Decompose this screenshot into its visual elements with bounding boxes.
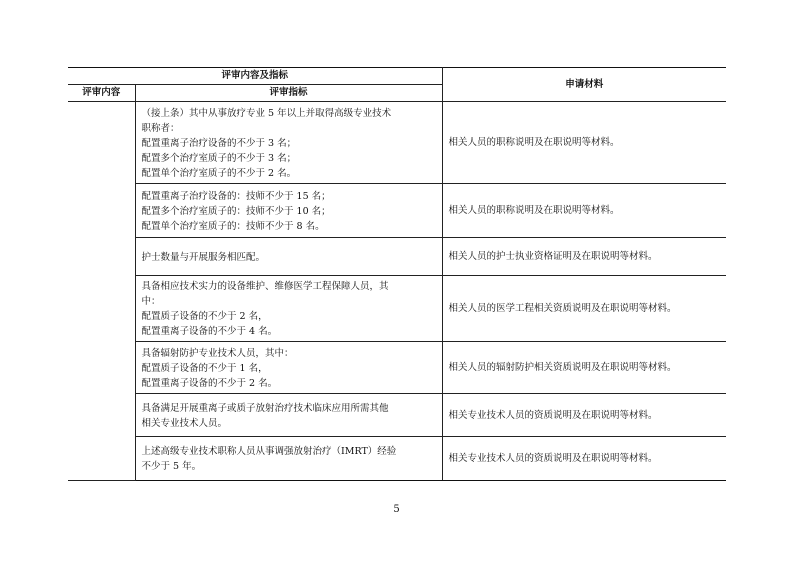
indicator-line: 职称者： bbox=[141, 122, 180, 134]
indicator-line: 配置重离子治疗设备的：技师不少于 15 名； bbox=[141, 190, 331, 202]
header-row-1 bbox=[68, 68, 726, 85]
indicator-line: 具备相应技术实力的设备维护、维修医学工程保障人员，其 bbox=[141, 281, 389, 292]
indicator-header: 评审指标 bbox=[135, 85, 442, 102]
indicator-cell bbox=[135, 394, 442, 437]
table-body bbox=[68, 102, 726, 481]
indicator-line: 配置单个治疗室质子的：技师不少于 8 名。 bbox=[141, 220, 325, 232]
page-number: 5 bbox=[393, 504, 400, 515]
indicator-line: 配置重离子设备的不少于 4 名。 bbox=[141, 326, 278, 337]
table-row bbox=[68, 276, 726, 342]
material-cell: 相关人员的职称说明及在职说明等材料。 bbox=[442, 102, 726, 184]
table-row bbox=[68, 394, 726, 437]
indicator-line: 不少于 5 年。 bbox=[141, 461, 202, 472]
indicator-line: 相关专业技术人员。 bbox=[141, 417, 228, 429]
table-row bbox=[68, 102, 726, 184]
indicator-line: 护士数量与开展服务相匹配。 bbox=[141, 251, 266, 263]
material-cell: 相关人员的护士执业资格证明及在职说明等材料。 bbox=[442, 238, 726, 276]
indicator-line: 配置多个治疗室质子的：技师不少于 10 名； bbox=[141, 205, 331, 217]
indicator-cell bbox=[135, 102, 442, 184]
material-cell: 相关人员的辐射防护相关资质说明及在职说明等材料。 bbox=[442, 342, 726, 394]
indicator-cell bbox=[135, 342, 442, 394]
indicator-line: 具备满足开展重离子或质子放射治疗技术临床应用所需其他 bbox=[141, 402, 389, 414]
indicator-line: 上述高级专业技术职称人员从事调强放射治疗（IMRT）经验 bbox=[141, 446, 397, 457]
table-row bbox=[68, 238, 726, 276]
material-header: 申请材料 bbox=[442, 68, 726, 102]
indicator-cell bbox=[135, 184, 442, 238]
indicator-line: 具备辐射防护专业技术人员，其中： bbox=[141, 347, 294, 359]
criteria-table bbox=[68, 67, 726, 481]
indicator-line: （接上条）其中从事放疗专业 5 年以上并取得高级专业技术 bbox=[141, 107, 392, 119]
table-row bbox=[68, 342, 726, 394]
indicator-cell bbox=[135, 238, 442, 276]
indicator-cell bbox=[135, 276, 442, 342]
content-cell bbox=[68, 102, 135, 481]
material-cell: 相关专业技术人员的资质说明及在职说明等材料。 bbox=[442, 394, 726, 437]
material-cell: 相关人员的医学工程相关资质说明及在职说明等材料。 bbox=[442, 276, 726, 342]
indicator-line: 配置重离子设备的不少于 2 名。 bbox=[141, 377, 278, 389]
content-header: 评审内容 bbox=[68, 85, 135, 102]
indicator-line: 中： bbox=[141, 296, 161, 307]
group-header: 评审内容及指标 bbox=[68, 68, 442, 85]
indicator-line: 配置多个治疗室质子的不少于 3 名； bbox=[141, 152, 297, 164]
indicator-cell bbox=[135, 437, 442, 481]
indicator-line: 配置质子设备的不少于 2 名， bbox=[141, 311, 268, 322]
material-cell: 相关人员的职称说明及在职说明等材料。 bbox=[442, 184, 726, 238]
indicator-line: 配置质子设备的不少于 1 名， bbox=[141, 362, 268, 374]
material-cell: 相关专业技术人员的资质说明及在职说明等材料。 bbox=[442, 437, 726, 481]
indicator-line: 配置单个治疗室质子的不少于 2 名。 bbox=[141, 167, 297, 179]
table-row bbox=[68, 184, 726, 238]
table-row bbox=[68, 437, 726, 481]
indicator-line: 配置重离子治疗设备的不少于 3 名； bbox=[141, 137, 297, 149]
